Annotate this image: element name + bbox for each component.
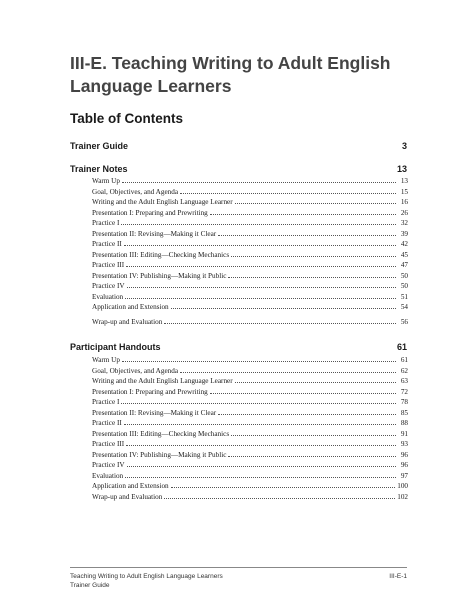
entry-page: 32 <box>400 219 408 227</box>
footer-doc-title: Teaching Writing to Adult English Language Learners <box>70 573 223 580</box>
dot-leader <box>124 239 396 246</box>
toc-entry[interactable] <box>92 481 408 492</box>
section-label: Participant Handouts <box>70 342 161 352</box>
entry-label: Practice IV <box>92 282 125 290</box>
entry-label: Application and Extension <box>92 303 169 311</box>
toc-entry[interactable] <box>92 271 408 282</box>
dot-leader <box>180 187 396 194</box>
trainer-notes-list <box>92 176 408 327</box>
toc-entry[interactable] <box>92 218 408 229</box>
entry-label: Presentation II: Revising—Making it Clear <box>92 408 217 417</box>
entry-label: Presentation III: Editing—Checking Mechanics <box>92 429 230 438</box>
entry-page: 26 <box>400 208 408 217</box>
footer-page-id: III-E-1 <box>389 573 407 580</box>
entry-page: 15 <box>400 187 408 196</box>
footer-guide-name: Trainer Guide <box>70 582 110 589</box>
entry-page: 45 <box>400 250 408 259</box>
dot-leader <box>164 492 395 499</box>
entry-page: 50 <box>400 282 408 290</box>
entry-label: Writing and the Adult English Language Learner <box>92 198 233 206</box>
entry-label: Goal, Objectives, and Agenda <box>92 187 179 196</box>
entry-label: Presentation I: Preparing and Prewriting <box>92 208 208 217</box>
entry-label: Writing and the Adult English Language Learner <box>92 377 233 385</box>
page-footer <box>70 572 407 590</box>
entry-label: Warm Up <box>92 177 120 185</box>
dot-leader <box>235 376 396 383</box>
dot-leader <box>228 450 396 457</box>
toc-entry[interactable] <box>92 460 408 471</box>
entry-page: 51 <box>400 292 408 301</box>
entry-page: 50 <box>400 271 408 280</box>
section-page: 3 <box>401 141 407 151</box>
entry-label: Practice III <box>92 440 125 448</box>
toc-entry[interactable] <box>92 292 408 303</box>
entry-label: Presentation I: Preparing and Prewriting <box>92 387 208 396</box>
section-label: Trainer Notes <box>70 164 128 174</box>
entry-page: 78 <box>400 398 408 406</box>
toc-entry[interactable] <box>92 471 408 482</box>
entry-page: 54 <box>400 303 408 311</box>
dot-leader <box>171 302 396 309</box>
dot-leader <box>171 481 396 488</box>
dot-leader <box>235 197 396 204</box>
entry-page: 47 <box>400 261 408 269</box>
toc-entry[interactable] <box>92 260 408 271</box>
dot-leader <box>218 229 396 236</box>
dot-leader <box>228 271 396 278</box>
dot-leader <box>127 460 396 467</box>
entry-page: 96 <box>400 461 408 469</box>
toc-section-trainer-guide[interactable] <box>70 141 407 155</box>
entry-page: 13 <box>400 177 408 185</box>
document-title: III-E. Teaching Writing to Adult English Language Learners <box>70 53 391 96</box>
entry-page: 97 <box>400 471 408 480</box>
dot-leader <box>125 292 396 299</box>
footer-divider <box>70 567 407 568</box>
dot-leader <box>124 418 396 425</box>
entry-label: Warm Up <box>92 356 120 364</box>
dot-leader <box>231 250 396 257</box>
dot-leader <box>121 218 396 225</box>
entry-label: Practice IV <box>92 461 125 469</box>
toc-entry[interactable] <box>92 197 408 208</box>
entry-page: 16 <box>400 198 408 206</box>
dot-leader <box>126 439 396 446</box>
entry-page: 39 <box>400 229 408 238</box>
entry-page: 63 <box>400 377 408 385</box>
toc-entry[interactable] <box>92 450 408 461</box>
section-page: 61 <box>396 342 407 352</box>
entry-page: 102 <box>397 492 408 501</box>
toc-entry[interactable] <box>92 187 408 198</box>
toc-section-participant-handouts[interactable] <box>70 342 407 356</box>
entry-label: Practice II <box>92 240 122 248</box>
toc-entry[interactable] <box>92 418 408 429</box>
dot-leader <box>126 260 396 267</box>
toc-entry[interactable] <box>92 176 408 187</box>
toc-entry[interactable] <box>92 408 408 419</box>
dot-leader <box>164 317 396 324</box>
dot-leader <box>180 366 396 373</box>
entry-page: 88 <box>400 419 408 427</box>
toc-entry[interactable] <box>92 281 408 292</box>
entry-page: 61 <box>400 356 408 364</box>
toc-entry[interactable] <box>92 229 408 240</box>
toc-entry[interactable] <box>92 239 408 250</box>
toc-heading: Table of Contents <box>70 111 183 126</box>
entry-label: Evaluation <box>92 471 124 480</box>
entry-label: Practice I <box>92 219 120 227</box>
toc-entry[interactable] <box>92 355 408 366</box>
entry-label: Practice III <box>92 261 125 269</box>
dot-leader <box>218 408 396 415</box>
toc-entry[interactable] <box>92 439 408 450</box>
entry-page: 85 <box>400 408 408 417</box>
toc-entry[interactable] <box>92 376 408 387</box>
section-page: 13 <box>396 164 407 174</box>
toc-entry[interactable] <box>92 250 408 261</box>
entry-page: 56 <box>400 317 408 326</box>
entry-label: Evaluation <box>92 292 124 301</box>
dot-leader <box>122 176 396 183</box>
dot-leader <box>231 429 396 436</box>
toc-entry[interactable] <box>92 387 408 398</box>
participant-handouts-list <box>92 355 408 502</box>
toc-entry[interactable] <box>92 397 408 408</box>
toc-entry[interactable] <box>92 208 408 219</box>
section-label: Trainer Guide <box>70 141 129 151</box>
toc-entry[interactable] <box>92 366 408 377</box>
entry-page: 91 <box>400 429 408 438</box>
entry-page: 93 <box>400 440 408 448</box>
entry-label: Wrap-up and Evaluation <box>92 317 163 326</box>
toc-entry[interactable] <box>92 317 408 328</box>
toc-entry[interactable] <box>92 429 408 440</box>
toc-entry[interactable] <box>92 302 408 313</box>
dot-leader <box>121 397 396 404</box>
dot-leader <box>127 281 396 288</box>
entry-label: Presentation IV: Publishing—Making it Public <box>92 450 227 459</box>
entry-label: Wrap-up and Evaluation <box>92 492 163 501</box>
entry-page: 62 <box>400 366 408 375</box>
dot-leader <box>210 387 396 394</box>
entry-label: Presentation III: Editing—Checking Mechanics <box>92 250 230 259</box>
entry-page: 100 <box>397 482 408 490</box>
entry-label: Application and Extension <box>92 482 169 490</box>
entry-label: Presentation IV: Publishing—Making it Public <box>92 271 227 280</box>
entry-page: 42 <box>400 240 408 248</box>
dot-leader <box>125 471 396 478</box>
entry-page: 72 <box>400 387 408 396</box>
toc-entry[interactable] <box>92 492 408 503</box>
dot-leader <box>210 208 396 215</box>
entry-label: Presentation II: Revising—Making it Clear <box>92 229 217 238</box>
entry-label: Practice I <box>92 398 120 406</box>
entry-label: Practice II <box>92 419 122 427</box>
dot-leader <box>122 355 396 362</box>
entry-page: 96 <box>400 450 408 459</box>
entry-label: Goal, Objectives, and Agenda <box>92 366 179 375</box>
